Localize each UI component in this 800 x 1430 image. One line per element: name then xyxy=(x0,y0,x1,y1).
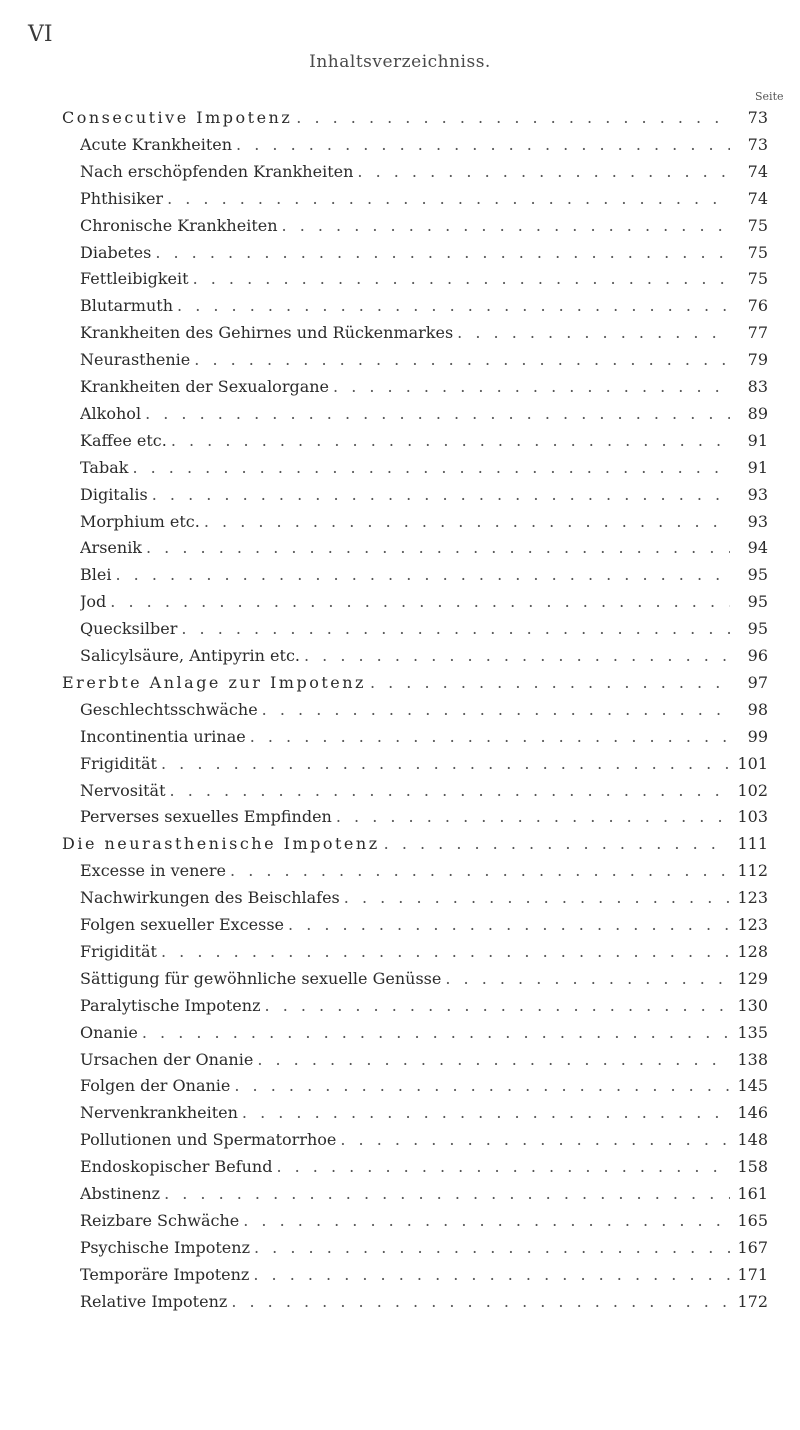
toc-entry-page: 76 xyxy=(747,296,768,316)
toc-entry-title: Alkohol xyxy=(80,403,142,423)
toc-entry-page: 123 xyxy=(737,888,768,908)
dot-leader xyxy=(230,859,730,883)
toc-entry-title: Temporäre Impotenz xyxy=(80,1264,250,1284)
dot-leader xyxy=(161,752,730,776)
toc-entry-page: 94 xyxy=(747,538,768,558)
toc-entry-title: Quecksilber xyxy=(80,619,178,639)
toc-entry-page: 95 xyxy=(747,565,768,585)
toc-entry-title: Reizbare Schwäche xyxy=(80,1210,240,1230)
toc-entry[interactable] xyxy=(80,940,768,964)
toc-entry-page: 83 xyxy=(747,377,768,396)
toc-entry-page: 77 xyxy=(747,323,768,343)
toc-entry-title: Nachwirkungen des Beischlafes xyxy=(80,888,340,908)
toc-entry-title: Onanie xyxy=(80,1022,138,1042)
toc-entry[interactable] xyxy=(80,429,768,453)
dot-leader xyxy=(181,617,730,641)
dot-leader xyxy=(146,536,730,560)
toc-entry[interactable] xyxy=(80,1101,768,1125)
toc-entry[interactable] xyxy=(80,752,768,776)
toc-entry-title: Ursachen der Onanie xyxy=(80,1049,254,1069)
toc-entry[interactable] xyxy=(80,994,768,1018)
toc-entry[interactable] xyxy=(80,1074,768,1098)
toc-entry-page: 146 xyxy=(737,1103,768,1123)
toc-entry-page: 165 xyxy=(737,1210,768,1230)
toc-entry-page: 91 xyxy=(747,430,768,450)
toc-entry-page: 130 xyxy=(737,995,768,1015)
toc-entry[interactable] xyxy=(80,402,768,426)
toc-entry-title: Tabak xyxy=(80,457,129,477)
toc-entry-title: Phthisiker xyxy=(80,188,164,208)
toc-entry-page: 138 xyxy=(737,1049,768,1069)
toc-entry[interactable] xyxy=(80,779,768,803)
toc-entry-page: 89 xyxy=(747,403,768,423)
dot-leader xyxy=(254,1236,730,1260)
dot-leader xyxy=(243,1209,730,1233)
toc-entry-title: Digitalis xyxy=(80,484,148,504)
toc-entry-title: Endoskopischer Befund xyxy=(80,1157,273,1177)
dot-leader xyxy=(142,1021,730,1045)
toc-entry[interactable] xyxy=(80,967,768,991)
toc-entry[interactable] xyxy=(80,1290,768,1314)
toc-entry-page: 148 xyxy=(737,1130,768,1150)
dot-leader xyxy=(132,456,730,480)
dot-leader xyxy=(177,294,730,318)
dot-leader xyxy=(340,1128,730,1152)
dot-leader xyxy=(384,832,730,856)
toc-entry[interactable] xyxy=(80,214,768,238)
toc-entry-page: 73 xyxy=(747,134,768,154)
toc-entry-page: 123 xyxy=(737,915,768,934)
toc-entry[interactable] xyxy=(80,483,768,507)
toc-entry-page: 103 xyxy=(737,807,768,827)
toc-entry-title: Arsenik xyxy=(80,538,142,558)
toc-entry-title: Incontinentia urinae xyxy=(80,726,246,746)
dot-leader xyxy=(370,671,730,695)
toc-entry-title: Kaffee etc. xyxy=(80,430,167,450)
dot-leader xyxy=(155,241,730,265)
toc-entry-title: Paralytische Impotenz xyxy=(80,995,261,1015)
toc-entry-title: Acute Krankheiten xyxy=(80,134,233,154)
dot-leader xyxy=(167,187,730,211)
dot-leader xyxy=(242,1101,730,1125)
toc-entry-page: 112 xyxy=(737,861,768,881)
toc-entry-title: Blei xyxy=(80,565,112,585)
toc-entry[interactable] xyxy=(80,348,768,372)
page-column-label: Seite xyxy=(755,90,784,103)
toc-entry-page: 128 xyxy=(737,941,768,961)
toc-entry[interactable] xyxy=(80,805,768,829)
toc-entry-page: 111 xyxy=(737,834,768,854)
toc-entry-title: Geschlechtsschwäche xyxy=(80,699,258,719)
dot-leader xyxy=(445,967,730,991)
toc-entry[interactable] xyxy=(80,1155,768,1179)
toc-entry-page: 91 xyxy=(747,457,768,477)
dot-leader xyxy=(288,913,730,937)
dot-leader xyxy=(262,698,730,722)
toc-entry-title: Nach erschöpfenden Krankheiten xyxy=(80,161,354,181)
toc-entry[interactable] xyxy=(80,321,768,345)
toc-entry-page: 97 xyxy=(747,672,768,692)
dot-leader xyxy=(282,214,730,238)
toc-entry-title: Abstinenz xyxy=(80,1184,161,1203)
dot-leader xyxy=(194,348,730,372)
toc-entry-page: 73 xyxy=(747,108,768,127)
toc-entry-title: Relative Impotenz xyxy=(80,1291,228,1311)
toc-entry[interactable] xyxy=(80,510,768,534)
dot-leader xyxy=(171,429,730,453)
toc-entry[interactable] xyxy=(80,375,768,399)
toc-entry-page: 135 xyxy=(737,1022,768,1042)
dot-leader xyxy=(161,940,730,964)
dot-leader xyxy=(152,483,730,507)
toc-entry[interactable] xyxy=(80,1128,768,1152)
toc-entry-title: Excesse in venere xyxy=(80,861,227,881)
dot-leader xyxy=(145,402,730,426)
toc-entry-page: 171 xyxy=(737,1264,768,1284)
toc-entry[interactable] xyxy=(80,133,768,157)
toc-entry-page: 93 xyxy=(747,511,768,531)
toc-entry-page: 172 xyxy=(737,1291,768,1311)
dot-leader xyxy=(236,133,730,157)
toc-entry-page: 93 xyxy=(747,484,768,504)
toc-entry[interactable] xyxy=(80,617,768,641)
toc-entry-title: Pollutionen und Spermatorrhoe xyxy=(80,1130,337,1150)
dot-leader xyxy=(110,590,730,614)
toc-entry[interactable] xyxy=(80,187,768,211)
dot-leader xyxy=(257,1048,730,1072)
dot-leader xyxy=(250,725,730,749)
toc-entry-title: Jod xyxy=(80,592,107,612)
toc-entry-title: Nervosität xyxy=(80,780,166,800)
dot-leader xyxy=(276,1155,730,1179)
toc-entry-page: 75 xyxy=(747,269,768,289)
toc-entry[interactable] xyxy=(80,456,768,480)
toc-entry-title: Morphium etc. xyxy=(80,511,200,531)
toc-entry-page: 98 xyxy=(747,699,768,719)
toc-entry-page: 75 xyxy=(747,242,768,262)
toc-entry-title: Frigidität xyxy=(80,941,157,961)
toc-entry-title: Neurasthenie xyxy=(80,350,191,370)
toc-entry[interactable] xyxy=(80,1236,768,1260)
dot-leader xyxy=(115,563,730,587)
toc-entry[interactable] xyxy=(80,725,768,749)
toc-entry-page: 74 xyxy=(747,161,768,181)
toc-entry-page: 95 xyxy=(747,619,768,639)
toc-entry-title: Psychische Impotenz xyxy=(80,1237,250,1257)
toc-entry[interactable] xyxy=(80,294,768,318)
toc-entry-page: 161 xyxy=(737,1184,768,1203)
toc-entry-page: 145 xyxy=(737,1076,768,1096)
toc-entry-page: 129 xyxy=(737,968,768,988)
toc-entry-title: Perverses sexuelles Empfinden xyxy=(80,807,332,827)
toc-entry[interactable] xyxy=(80,644,768,668)
toc-entry-title: Ererbte Anlage zur Impotenz xyxy=(62,672,366,692)
toc-entry-title: Folgen sexueller Excesse xyxy=(80,915,285,934)
toc-entry-title: Salicylsäure, Antipyrin etc. xyxy=(80,646,300,665)
toc-entry[interactable] xyxy=(80,1048,768,1072)
dot-leader xyxy=(296,106,730,130)
dot-leader xyxy=(304,644,730,668)
toc-entry[interactable] xyxy=(80,241,768,265)
toc-entry[interactable] xyxy=(80,160,768,184)
toc-entry-page: 95 xyxy=(747,592,768,612)
toc-entry-page: 96 xyxy=(747,646,768,665)
running-title: Inhaltsverzeichniss. xyxy=(309,52,491,72)
toc-entry-page: 167 xyxy=(737,1237,768,1257)
dot-leader xyxy=(253,1263,730,1287)
toc-entry[interactable] xyxy=(80,1209,768,1233)
toc-section-entry[interactable] xyxy=(62,832,768,856)
toc-entry-title: Folgen der Onanie xyxy=(80,1076,231,1096)
toc-entry-page: 99 xyxy=(747,726,768,746)
dot-leader xyxy=(231,1290,730,1314)
toc-entry-title: Frigidität xyxy=(80,753,157,773)
toc-entry[interactable] xyxy=(80,536,768,560)
toc-entry-title: Fettleibigkeit xyxy=(80,269,189,289)
toc-entry[interactable] xyxy=(80,590,768,614)
toc-entry[interactable] xyxy=(80,698,768,722)
dot-leader xyxy=(265,994,730,1018)
dot-leader xyxy=(336,805,730,829)
toc-entry[interactable] xyxy=(80,859,768,883)
toc-entry[interactable] xyxy=(80,563,768,587)
toc-entry[interactable] xyxy=(80,267,768,291)
toc-section-entry[interactable] xyxy=(62,671,768,695)
dot-leader xyxy=(234,1074,730,1098)
toc-entry-title: Die neurasthenische Impotenz xyxy=(62,834,380,854)
toc-entry[interactable] xyxy=(80,886,768,910)
dot-leader xyxy=(357,160,730,184)
toc-entry[interactable] xyxy=(80,913,768,937)
dot-leader xyxy=(170,779,730,803)
toc-entry[interactable] xyxy=(80,1182,768,1206)
dot-leader xyxy=(193,267,730,291)
toc-entry-title: Chronische Krankheiten xyxy=(80,215,278,235)
toc-entry-page: 101 xyxy=(737,753,768,773)
toc-entry-title: Krankheiten der Sexualorgane xyxy=(80,377,330,396)
toc-entry-title: Krankheiten des Gehirnes und Rückenmarkes xyxy=(80,323,454,343)
toc-entry-title: Diabetes xyxy=(80,242,152,262)
toc-entry-page: 79 xyxy=(747,350,768,370)
dot-leader xyxy=(344,886,730,910)
toc-entry-page: 102 xyxy=(737,780,768,800)
toc-entry-title: Nervenkrankheiten xyxy=(80,1103,238,1123)
toc-entry-title: Consecutive Impotenz xyxy=(62,108,293,127)
dot-leader xyxy=(164,1182,730,1206)
toc-section-entry[interactable] xyxy=(62,106,768,130)
toc-entry-page: 75 xyxy=(747,215,768,235)
toc-entry[interactable] xyxy=(80,1021,768,1045)
toc-entry-title: Sättigung für gewöhnliche sexuelle Genüsse xyxy=(80,968,442,988)
dot-leader xyxy=(457,321,730,345)
folio-number: VI xyxy=(28,22,53,47)
toc-entry[interactable] xyxy=(80,1263,768,1287)
toc-entry-page: 74 xyxy=(747,188,768,208)
toc-entry-page: 158 xyxy=(737,1157,768,1177)
dot-leader xyxy=(204,510,730,534)
toc-entry-title: Blutarmuth xyxy=(80,296,174,316)
dot-leader xyxy=(333,375,730,399)
